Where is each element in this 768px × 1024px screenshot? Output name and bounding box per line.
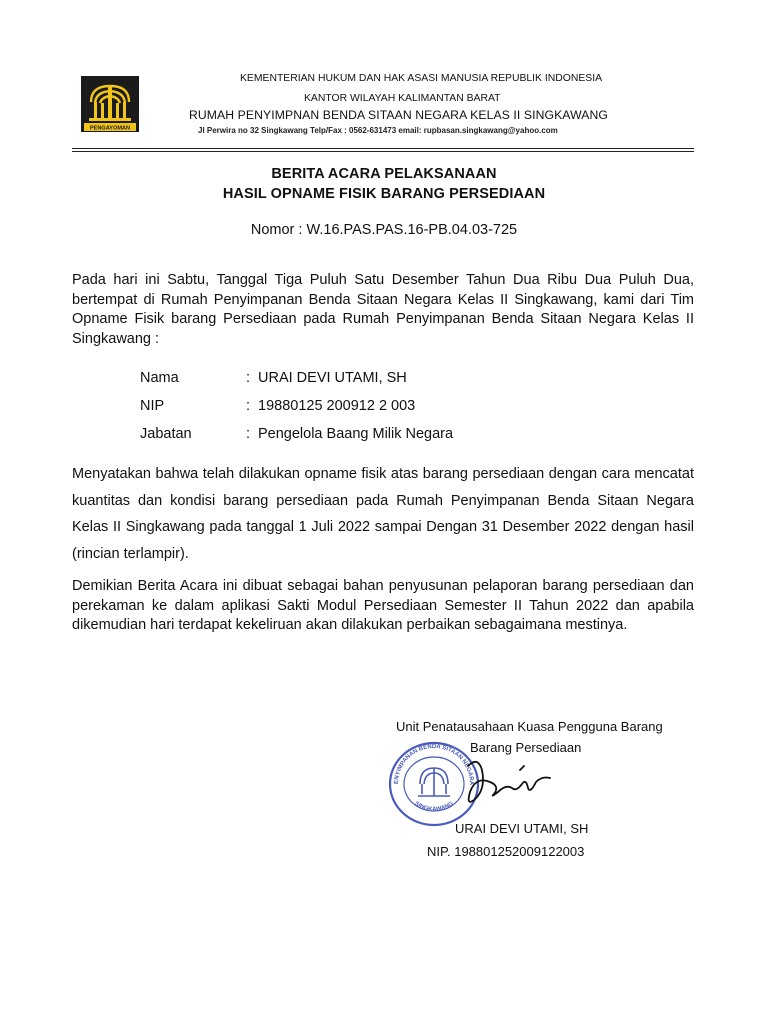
stamp-emblem-icon bbox=[418, 768, 450, 796]
document-number: Nomor : W.16.PAS.PAS.16-PB.04.03-725 bbox=[250, 222, 518, 238]
nip-separator: : bbox=[246, 398, 251, 414]
name-label: Nama bbox=[140, 370, 179, 386]
signatory-name: URAI DEVI UTAMI, SH bbox=[455, 821, 589, 836]
ministry-logo bbox=[81, 76, 139, 132]
identity-row-position bbox=[140, 426, 453, 442]
pengayoman-emblem-icon bbox=[81, 76, 139, 132]
signature-unit-line2: Barang Persediaan bbox=[470, 740, 582, 755]
document-title-line1: BERITA ACARA PELAKSANAAN bbox=[271, 166, 497, 182]
letterhead-divider bbox=[72, 148, 694, 149]
position-value: Pengelola Baang Milik Negara bbox=[258, 426, 454, 442]
signatory-nip: NIP. 198801252009122003 bbox=[427, 844, 585, 859]
nip-label: NIP bbox=[140, 398, 165, 414]
svg-text:SINGKAWANG bbox=[413, 801, 455, 813]
position-label: Jabatan bbox=[140, 426, 192, 442]
institution-address: Jl Perwira no 32 Singkawang Telp/Fax : 0562-631473 email: rupbasan.singkawang@yahoo.com bbox=[198, 126, 558, 135]
institution-name: RUMAH PENYIMPNAN BENDA SITAAN NEGARA KELAS II SINGKAWANG bbox=[189, 108, 608, 122]
name-value: URAI DEVI UTAMI, SH bbox=[258, 370, 407, 386]
nip-value: 19880125 200912 2 003 bbox=[258, 398, 416, 414]
signature-unit-line1: Unit Penatausahaan Kuasa Pengguna Barang bbox=[396, 719, 663, 734]
letterhead-divider-secondary bbox=[72, 151, 694, 152]
handwritten-signature bbox=[460, 752, 570, 812]
closing-paragraph: Demikian Berita Acara ini dibuat sebagai bahan penyusunan pelaporan barang persediaan dan perekaman ke dalam aplikasi Sakti Modul Persediaan Semester II Tahun 2022 dan apabila dikemudian hari terdapat kekeliruan akan dilakukan perbaikan sebagaimana mestinya. bbox=[72, 578, 694, 633]
regional-office-name: KANTOR WILAYAH KALIMANTAN BARAT bbox=[304, 93, 501, 104]
position-separator: : bbox=[246, 426, 251, 442]
ministry-name: KEMENTERIAN HUKUM DAN HAK ASASI MANUSIA REPUBLIK INDONESIA bbox=[240, 73, 603, 84]
logo-text: PENGAYOMAN bbox=[89, 125, 131, 132]
stamp-text-top: ENYIMPANAN BENDA SITAAN NEGARA bbox=[393, 743, 475, 786]
stamp-text-bottom: SINGKAWANG bbox=[413, 800, 455, 813]
identity-row-nip bbox=[140, 398, 415, 414]
opening-paragraph: Pada hari ini Sabtu, Tanggal Tiga Puluh Satu Desember Tahun Dua Ribu Dua Puluh Dua, bertempat di Rumah Penyimpanan Benda Sitaan Negara Kelas II Singkawang, kami dari Tim Opname Fisik barang Persediaan pada Rumah Penyimpanan Benda Sitaan Negara Kelas II Singkawang : bbox=[72, 272, 694, 347]
document-title-line2: HASIL OPNAME FISIK BARANG PERSEDIAAN bbox=[222, 186, 546, 202]
statement-paragraph: Menyatakan bahwa telah dilakukan opname fisik atas barang persediaan dengan cara mencatat kuantitas dan kondisi barang persediaan pada Rumah Penyimpanan Benda Sitaan Negara Kelas II Singkawang pada tanggal 1 Juli 2022 sampai Dengan 31 Desember 2022 dengan hasil (rincian terlampir). bbox=[72, 466, 694, 562]
identity-row-name bbox=[140, 370, 407, 386]
name-separator: : bbox=[246, 370, 251, 386]
